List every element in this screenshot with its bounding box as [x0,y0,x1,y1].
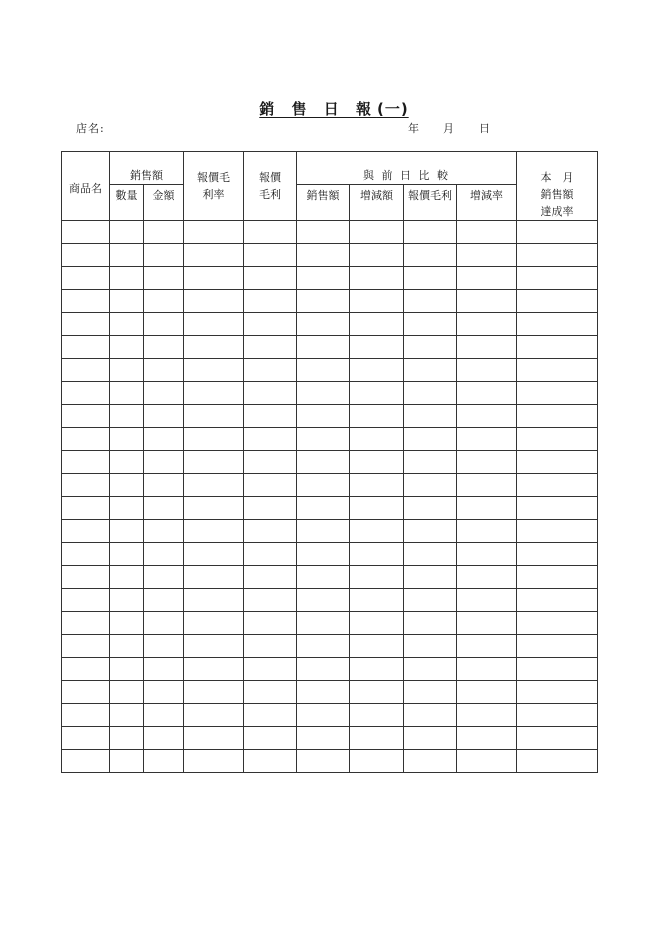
table-cell[interactable] [517,543,598,566]
table-cell[interactable] [517,451,598,474]
table-cell[interactable] [350,451,404,474]
header-cmp-rate: 增減率 [457,185,517,221]
table-cell[interactable] [517,566,598,589]
header-cmp-change: 增減額 [350,185,404,221]
table-cell[interactable] [244,543,297,566]
table-cell[interactable] [297,336,350,359]
header-cmp-sales: 銷售額 [297,185,350,221]
table-cell[interactable] [297,451,350,474]
table-cell[interactable] [184,681,244,704]
table-cell[interactable] [297,704,350,727]
table-cell[interactable] [62,451,110,474]
date-year-label: 年 [408,122,420,135]
table-cell[interactable] [110,382,144,405]
table-cell[interactable] [62,750,110,773]
table-cell[interactable] [184,382,244,405]
table-cell[interactable] [457,635,517,658]
table-cell[interactable] [297,382,350,405]
table-cell[interactable] [144,727,184,750]
table-row [62,474,598,497]
table-cell[interactable] [62,244,110,267]
header-month-line3: 達成率 [540,205,574,218]
table-cell[interactable] [62,267,110,290]
table-row [62,497,598,520]
table-cell[interactable] [297,497,350,520]
table-row [62,451,598,474]
table-row [62,681,598,704]
table-cell[interactable] [110,451,144,474]
table-cell[interactable] [184,704,244,727]
table-cell[interactable] [404,221,457,244]
table-cell[interactable] [184,612,244,635]
table-cell[interactable] [517,290,598,313]
header-sales-group-top [110,152,184,168]
table-cell[interactable] [144,543,184,566]
table-cell[interactable] [144,244,184,267]
table-row [62,658,598,681]
table-row [62,635,598,658]
table-cell[interactable] [244,290,297,313]
table-cell[interactable] [184,474,244,497]
table-cell[interactable] [110,589,144,612]
table-cell[interactable] [297,635,350,658]
header-quantity: 數量 [110,185,144,221]
table-cell[interactable] [517,267,598,290]
table-row [62,589,598,612]
table-cell[interactable] [144,221,184,244]
table-cell[interactable] [144,382,184,405]
table-cell[interactable] [297,589,350,612]
table-cell[interactable] [244,658,297,681]
table-row [62,359,598,382]
header-month-line1: 本 月 [540,171,574,184]
table-cell[interactable] [110,681,144,704]
table-cell[interactable] [244,336,297,359]
table-cell[interactable] [517,428,598,451]
table-row [62,290,598,313]
table-cell[interactable] [404,612,457,635]
table-row [62,612,598,635]
report-title-text: 銷 售 日 報 [259,100,377,118]
table-cell[interactable] [244,635,297,658]
table-cell[interactable] [144,474,184,497]
table-cell[interactable] [297,474,350,497]
table-cell[interactable] [62,405,110,428]
table-cell[interactable] [404,290,457,313]
table-cell[interactable] [457,681,517,704]
table-cell[interactable] [244,267,297,290]
header-comparison-group-top [297,152,517,168]
table-cell[interactable] [144,635,184,658]
table-cell[interactable] [244,221,297,244]
table-cell[interactable] [350,658,404,681]
table-cell[interactable] [110,244,144,267]
table-cell[interactable] [62,290,110,313]
table-cell[interactable] [184,566,244,589]
table-cell[interactable] [184,290,244,313]
table-cell[interactable] [404,543,457,566]
table-row [62,405,598,428]
table-cell[interactable] [350,497,404,520]
table-cell[interactable] [404,405,457,428]
table-cell[interactable] [350,635,404,658]
table-cell[interactable] [244,681,297,704]
table-cell[interactable] [404,313,457,336]
table-cell[interactable] [404,244,457,267]
table-cell[interactable] [517,221,598,244]
table-cell[interactable] [184,221,244,244]
table-cell[interactable] [457,543,517,566]
table-cell[interactable] [110,612,144,635]
table-cell[interactable] [404,267,457,290]
table-cell[interactable] [457,405,517,428]
table-cell[interactable] [517,520,598,543]
table-cell[interactable] [350,566,404,589]
table-cell[interactable] [350,520,404,543]
table-cell[interactable] [244,382,297,405]
table-cell[interactable] [457,474,517,497]
sales-report-table [61,151,598,773]
table-cell[interactable] [62,520,110,543]
table-cell[interactable] [457,382,517,405]
table-cell[interactable] [184,267,244,290]
table-cell[interactable] [350,428,404,451]
table-cell[interactable] [110,520,144,543]
table-cell[interactable] [404,681,457,704]
table-cell[interactable] [62,681,110,704]
table-cell[interactable] [110,566,144,589]
table-row [62,267,598,290]
table-cell[interactable] [62,382,110,405]
table-cell[interactable] [404,635,457,658]
table-cell[interactable] [244,704,297,727]
table-cell[interactable] [144,704,184,727]
header-margin [244,152,297,221]
table-cell[interactable] [404,589,457,612]
table-cell[interactable] [297,244,350,267]
table-cell[interactable] [144,520,184,543]
header-margin-line2: 毛利 [259,188,281,201]
table-cell[interactable] [457,566,517,589]
table-cell[interactable] [244,474,297,497]
table-cell[interactable] [110,267,144,290]
table-cell[interactable] [350,244,404,267]
table-cell[interactable] [457,612,517,635]
table-cell[interactable] [457,589,517,612]
table-cell[interactable] [144,681,184,704]
table-cell[interactable] [350,267,404,290]
table-cell[interactable] [184,543,244,566]
table-row [62,336,598,359]
table-cell[interactable] [62,221,110,244]
table-cell[interactable] [517,474,598,497]
table-cell[interactable] [517,336,598,359]
table-cell[interactable] [110,290,144,313]
table-cell[interactable] [457,428,517,451]
table-cell[interactable] [62,704,110,727]
table-cell[interactable] [457,704,517,727]
table-cell[interactable] [244,359,297,382]
table-cell[interactable] [110,359,144,382]
table-cell[interactable] [404,451,457,474]
table-cell[interactable] [517,405,598,428]
table-cell[interactable] [404,520,457,543]
table-row [62,382,598,405]
table-cell[interactable] [244,612,297,635]
table-cell[interactable] [517,244,598,267]
table-row [62,313,598,336]
date-month-label: 月 [443,122,455,135]
table-cell[interactable] [517,658,598,681]
table-cell[interactable] [184,589,244,612]
table-row [62,727,598,750]
table-cell[interactable] [517,497,598,520]
table-cell[interactable] [457,313,517,336]
table-cell[interactable] [62,589,110,612]
table-cell[interactable] [144,336,184,359]
header-comparison-group [297,167,517,185]
table-cell[interactable] [62,336,110,359]
table-cell[interactable] [457,497,517,520]
table-cell[interactable] [62,566,110,589]
table-row [62,244,598,267]
table-cell[interactable] [62,635,110,658]
table-cell[interactable] [517,589,598,612]
table-cell[interactable] [110,750,144,773]
table-cell[interactable] [244,428,297,451]
table-cell[interactable] [457,267,517,290]
table-cell[interactable] [297,727,350,750]
table-cell[interactable] [144,428,184,451]
table-cell[interactable] [144,589,184,612]
table-cell[interactable] [350,313,404,336]
header-margin-rate [184,152,244,221]
table-cell[interactable] [517,704,598,727]
table-cell[interactable] [144,405,184,428]
table-cell[interactable] [184,313,244,336]
table-cell[interactable] [457,750,517,773]
table-cell[interactable] [110,704,144,727]
table-cell[interactable] [457,290,517,313]
table-cell[interactable] [184,451,244,474]
table-cell[interactable] [244,589,297,612]
table-cell[interactable] [62,727,110,750]
table-cell[interactable] [110,658,144,681]
table-cell[interactable] [350,543,404,566]
table-cell[interactable] [350,612,404,635]
table-cell[interactable] [517,750,598,773]
store-name-label: 店名: [76,122,105,135]
table-cell[interactable] [184,359,244,382]
table-cell[interactable] [244,244,297,267]
table-row [62,428,598,451]
table-cell[interactable] [62,497,110,520]
table-cell[interactable] [144,612,184,635]
table-cell[interactable] [184,658,244,681]
table-cell[interactable] [62,428,110,451]
table-cell[interactable] [184,405,244,428]
header-margin-rate-line2: 利率 [202,188,225,201]
table-cell[interactable] [184,727,244,750]
table-cell[interactable] [297,658,350,681]
table-cell[interactable] [404,336,457,359]
table-cell[interactable] [404,382,457,405]
table-cell[interactable] [457,451,517,474]
table-cell[interactable] [244,313,297,336]
table-cell[interactable] [297,681,350,704]
table-cell[interactable] [110,543,144,566]
table-cell[interactable] [297,750,350,773]
table-cell[interactable] [184,635,244,658]
table-cell[interactable] [404,704,457,727]
table-cell[interactable] [244,520,297,543]
table-cell[interactable] [184,750,244,773]
table-cell[interactable] [110,405,144,428]
header-amount: 金額 [144,185,184,221]
table-cell[interactable] [297,359,350,382]
table-cell[interactable] [297,267,350,290]
table-cell[interactable] [517,313,598,336]
table-cell[interactable] [62,359,110,382]
table-cell[interactable] [404,359,457,382]
header-month-achievement [517,152,598,221]
header-margin-rate-line1: 報價毛 [197,171,230,184]
table-cell[interactable] [184,244,244,267]
table-cell[interactable] [244,566,297,589]
header-comparison-group-text: 與 前 日 比 較 [363,169,450,182]
table-cell[interactable] [244,750,297,773]
table-cell[interactable] [404,566,457,589]
table-cell[interactable] [144,451,184,474]
header-row-top [62,152,598,168]
table-cell[interactable] [62,474,110,497]
table-cell[interactable] [350,290,404,313]
report-title [0,98,662,119]
table-cell[interactable] [404,474,457,497]
table-cell[interactable] [404,750,457,773]
header-cmp-margin: 報價毛利 [404,185,457,221]
table-cell[interactable] [457,359,517,382]
table-cell[interactable] [62,313,110,336]
table-cell[interactable] [62,543,110,566]
table-cell[interactable] [184,336,244,359]
table-cell[interactable] [404,658,457,681]
table-cell[interactable] [457,336,517,359]
table-cell[interactable] [144,290,184,313]
header-month-line2: 銷售額 [540,188,574,201]
table-cell[interactable] [144,566,184,589]
table-cell[interactable] [457,520,517,543]
table-cell[interactable] [184,520,244,543]
table-row [62,221,598,244]
table-cell[interactable] [297,313,350,336]
table-cell[interactable] [144,359,184,382]
table-cell[interactable] [350,589,404,612]
table-cell[interactable] [144,313,184,336]
table-cell[interactable] [110,474,144,497]
header-margin-line1: 報價 [259,171,281,184]
table-cell[interactable] [62,658,110,681]
table-cell[interactable] [297,221,350,244]
table-cell[interactable] [517,635,598,658]
table-cell[interactable] [144,750,184,773]
table-cell[interactable] [404,497,457,520]
table-cell[interactable] [457,244,517,267]
table-cell[interactable] [144,267,184,290]
table-cell[interactable] [350,727,404,750]
table-cell[interactable] [244,405,297,428]
header-sales-group-text: 銷售額 [130,169,163,182]
table-cell[interactable] [110,635,144,658]
table-cell[interactable] [244,451,297,474]
header-product-name-text: 商品名 [69,181,102,195]
date-day-label: 日 [479,122,491,135]
table-cell[interactable] [517,359,598,382]
table-row [62,520,598,543]
table-cell[interactable] [404,727,457,750]
table-cell[interactable] [350,221,404,244]
table-cell[interactable] [297,612,350,635]
report-title-suffix: (一) [376,100,409,118]
table-cell[interactable] [350,704,404,727]
table-cell[interactable] [517,382,598,405]
table-row [62,566,598,589]
table-cell[interactable] [110,336,144,359]
table-cell[interactable] [110,428,144,451]
table-cell[interactable] [297,405,350,428]
table-cell[interactable] [457,658,517,681]
table-cell[interactable] [110,497,144,520]
table-cell[interactable] [350,336,404,359]
table-cell[interactable] [297,290,350,313]
table-cell[interactable] [350,382,404,405]
table-cell[interactable] [517,727,598,750]
table-cell[interactable] [244,727,297,750]
header-product-name [62,152,110,221]
table-cell[interactable] [297,520,350,543]
table-cell[interactable] [297,566,350,589]
header-sales-group [110,167,184,185]
table-cell[interactable] [297,543,350,566]
table-cell[interactable] [244,497,297,520]
table-cell[interactable] [110,221,144,244]
table-cell[interactable] [350,681,404,704]
table-row [62,704,598,727]
table-cell[interactable] [457,727,517,750]
table-row [62,750,598,773]
table-cell[interactable] [184,428,244,451]
table-cell[interactable] [184,497,244,520]
table-cell[interactable] [350,359,404,382]
table-cell[interactable] [457,221,517,244]
table-cell[interactable] [350,405,404,428]
table-cell[interactable] [350,474,404,497]
table-cell[interactable] [144,497,184,520]
table-cell[interactable] [110,313,144,336]
table-cell[interactable] [404,428,457,451]
table-cell[interactable] [144,658,184,681]
table-cell[interactable] [517,681,598,704]
table-cell[interactable] [297,428,350,451]
table-cell[interactable] [62,612,110,635]
table-cell[interactable] [517,612,598,635]
table-cell[interactable] [110,727,144,750]
table-cell[interactable] [350,750,404,773]
table-row [62,543,598,566]
